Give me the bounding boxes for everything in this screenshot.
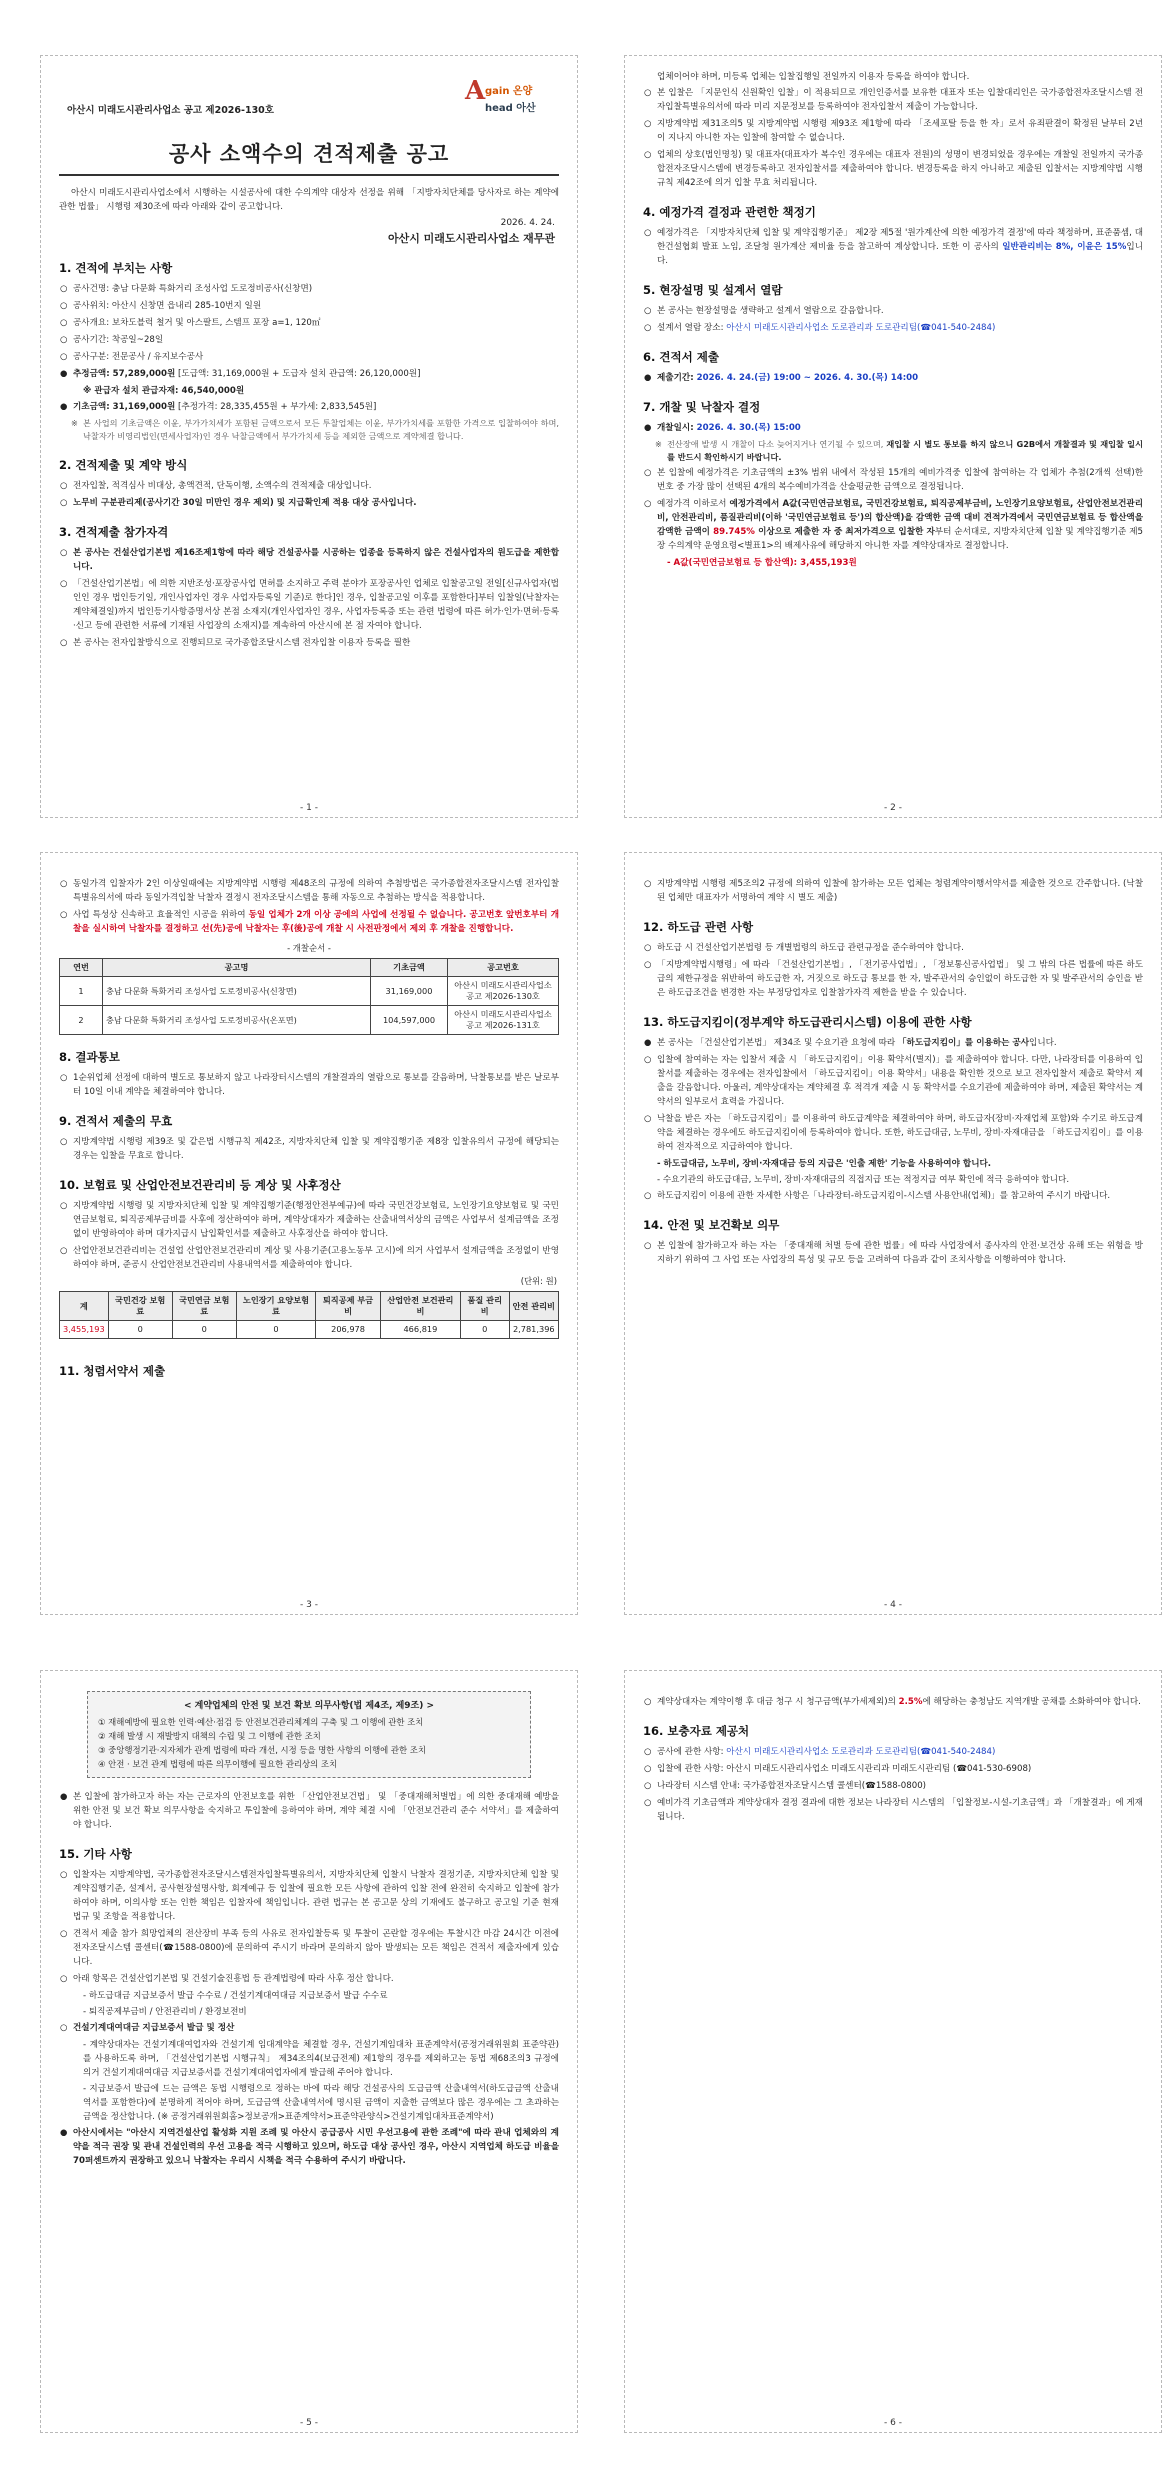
section-16-title: 16. 보충자료 제공처 (643, 1724, 750, 1738)
opening-note: ※ 전산장애 발생 시 개찰이 다소 늦어지거나 연기될 수 있으며, 재입찰 시 별도 통보를 하지 않으니 G2B에서 개찰결과 및 재입찰 일시를 반드시 확인하시기 바랍니다. (655, 438, 1143, 464)
list-item: ○ 「건설산업기본법」에 의한 지반조성·포장공사업 면허를 소지하고 주력 분야가 포장공사인 업체로 입찰공고일 전일[신규사업자(법인인 경우 법인등기일, 개인사업자인 경우 사업자등록일 기준)로 한다]인 경우, 입찰공고일 이후를 포함한다]부터 입찰일(낙찰자는 계약체결일)까지 법인등기사항증명서상 본점 소재지(개인사업자인 경우, 사업자등록증 또는 관련 법령에 따른 허가·인가·면허·등록·신고 등에 관련한 서류에 기재된 사업장의 소재지)를 계속하여 아산시에 본 점 자여야 합니다. (59, 577, 559, 633)
list-item: ○ 본 공사는 건설산업기본법 제16조제1항에 따라 해당 건설공사를 시공하는 업종을 등록하지 않은 건설사업자의 원도급을 제한합니다. (59, 546, 559, 574)
list-item: - 수요기관의 하도급대금, 노무비, 장비·자재대금의 직접지급 또는 적정지급 여부 확인에 적극 응하여야 합니다. (657, 1175, 1070, 1185)
list-item: ○ 노무비 구분관리제(공사기간 30일 미만인 경우 제외) 및 지급확인제 적용 대상 공사입니다. (59, 496, 559, 510)
list-item: ○ 공사개요: 보차도블럭 철거 및 아스팔트, 스템프 포장 a=1, 120㎡ (59, 316, 559, 330)
estimated-price: ● 추정금액: 57,289,000원 [도급액: 31,169,000원 + 도급자 설치 관급액: 26,120,000원] (59, 367, 559, 381)
duty-item: ④ 안전 · 보건 관계 법령에 따른 의무이행에 필요한 관리상의 조치 (98, 1759, 338, 1769)
section-15-title: 15. 기타 사항 (59, 1847, 132, 1861)
list-item: ○ 사업 특성상 신속하고 효율적인 시공을 위하여 동일 업체가 2개 이상 공에의 사업에 선정될 수 없습니다. 공고번호 앞번호부터 개찰을 실시하여 낙찰자를 결정하고 선(先)공에 낙찰자는 후(後)공에 개찰 시 사전판정에서 제외 후 개찰을 진행합니다. (59, 908, 559, 936)
list-item: ○ 1순위업체 선정에 대하여 별도로 통보하지 않고 나라장터시스템의 개찰결과의 열람으로 통보를 갈음하며, 낙찰통보를 받은 날로부터 10일 이내 계약을 체결하여야 합니다. (59, 1071, 559, 1099)
table-row: 2 충남 다문화 특화거리 조성사업 도로정비공사(온포면) 104,597,000 아산시 미래도시관리사업소 공고 제2026-131호 (60, 1006, 559, 1035)
document-page-2 (624, 55, 1162, 818)
page-number: - 2 - (884, 803, 902, 813)
list-item: ○ 설계서 열람 장소: 아산시 미래도시관리사업소 도로관리과 도로관리팀(☎041-540-2484) (643, 321, 1143, 335)
issuer: 아산시 미래도시관리사업소 재무관 (387, 232, 555, 245)
list-item: - 하도급대금, 노무비, 장비·자재대금 등의 지급은 '인출 제한' 기능을 사용하여야 합니다. (657, 1159, 992, 1169)
section-9-title: 9. 견적서 제출의 무효 (59, 1114, 173, 1128)
list-item: ○ 본 공사는 현장설명을 생략하고 설계서 열람으로 갈음합니다. (643, 304, 1143, 318)
list-item: ○ 입찰에 관한 사항: 아산시 미래도시관리사업소 미래도시관리과 미래도시관리팀 (☎041-530-6908) (643, 1762, 1143, 1776)
section-1-title: 1. 견적에 부치는 사항 (59, 261, 173, 275)
list-item: ○ 나라장터 시스템 안내: 국가종합전자조달시스템 콜센터(☎1588-0800) (643, 1779, 1143, 1793)
section-2-title: 2. 견적제출 및 계약 방식 (59, 458, 188, 472)
section-13-title: 13. 하도급지킴이(정부계약 하도급관리시스템) 이용에 관한 사항 (643, 1015, 972, 1029)
opening-order-table (59, 958, 559, 1035)
section-11-title: 11. 청렴서약서 제출 (59, 1364, 166, 1378)
document-title: 공사 소액수의 견적제출 공고 (59, 138, 559, 176)
list-item: - 퇴직공제부금비 / 안전관리비 / 환경보전비 (83, 2007, 247, 2017)
list-item: ○ 지방계약법 시행령 제39조 및 같은법 시행규칙 제42조, 지방자치단체 입찰 및 계약집행기준 제8장 입찰유의서 규정에 해당되는 경우는 입찰을 무효로 합니다. (59, 1135, 559, 1163)
page-number: - 5 - (300, 2418, 318, 2428)
submission-period: ● 제출기간: 2026. 4. 24.(금) 19:00 ~ 2026. 4. 30.(목) 14:00 (643, 371, 1143, 385)
section-6-title: 6. 견적서 제출 (643, 350, 719, 364)
list-item: ○ 공사구분: 전문공사 / 유지보수공사 (59, 350, 559, 364)
list-item: ○ 공사건명: 충남 다문화 특화거리 조성사업 도로정비공사(신창면) (59, 282, 559, 296)
list-item: ○ 지방계약법 시행령 및 지방자치단체 입찰 및 계약집행기준(행정안전부예규)에 따라 국민건강보험료, 노인장기요양보험료 및 국민연금보험료, 퇴직공제부금비를 사후에 정산하여야 하며, 계약상대자가 제출하는 산출내역서상의 금액은 사업부서 설계금액을 조정없이 반영하여야 하며 대가지급시 납입확인서를 제출하고 사후정산을 하여야 합니다. (59, 1199, 559, 1241)
list-item-continued: 업체이어야 하며, 미등록 업체는 입찰집행일 전일까지 이용자 등록을 하여야 합니다. (657, 72, 970, 82)
document-page-1 (40, 55, 578, 818)
document-page-6 (624, 1670, 1162, 2433)
list-item: ○ 입찰에 참여하는 자는 입찰서 제출 시 「하도급지킴이」이용 확약서(별지)」를 제출하여야 합니다. 다만, 나라장터를 이용하여 입찰서를 제출하는 경우에는 전자입찰에서 「하도급지킴이」이용 확약서」내용을 확인한 것으로 보고 전자입찰서 제출로 확약서 제출을 갈음합니다. 아울러, 계약상대자는 계약체결 후 적격개 제출 시 동 확약서를 수요기관에 제출하여야 하며, 제출된 확약서는 계약서의 일부로서 효력을 가집니다. (643, 1053, 1143, 1109)
list-item: ● 본 공사는 「건설산업기본법」 제34조 및 수요기관 요청에 따라 「하도급지킴이」를 이용하는 공사입니다. (643, 1036, 1143, 1050)
list-item: ○ 견적서 제출 참가 희망업체의 전산장비 부족 등의 사유로 전자입찰등록 및 투찰이 곤란할 경우에는 투찰시간 마감 24시간 이전에 전자조달시스템 콜센터(☎1588-0800)에 문의하여 주시기 바라며 문의하지 않아 발생되는 모든 책임은 견적서 제출자에게 있습니다. (59, 1927, 559, 1969)
list-item: ○ 「지방계약법시행령」에 따라 「건설산업기본법」, 「전기공사업법」, 「정보통신공사업법」 및 그 밖의 다른 법률에 따른 하도급의 제한규정을 위반하여 하도급한 자, 거짓으로 하도급 통보를 한 자, 발주관서의 승인없이 하도급한 자 및 발주관서의 승인을 받은 하도급조건을 변경한 자는 부정당업자로 입찰참가자격 제한을 받을 수 있습니다. (643, 958, 1143, 1000)
list-item: ○ 본 입찰에 참가하고자 하는 자는 「중대재해 처벌 등에 관한 법률」에 따라 사업장에서 종사자의 안전·보건상 유해 또는 위험을 방지하기 위하여 그 사업 또는 사업장의 특성 및 규모 등을 고려하여 다음과 같이 조치사항을 이행하여야 합니다. (643, 1239, 1143, 1267)
document-page-5 (40, 1670, 578, 2433)
duty-item: ③ 중앙행정기관·지자체가 관계 법령에 따라 개선, 시정 등을 명한 사항의 이행에 관한 조치 (98, 1745, 426, 1755)
duty-title: < 계약업체의 안전 및 보건 확보 의무사항(법 제4조, 제9조) > (183, 1701, 435, 1711)
section-5-title: 5. 현장설명 및 설계서 열람 (643, 283, 783, 297)
list-item: ○ 하도급 시 건설산업기본법령 등 개별법령의 하도급 관련규정을 준수하여야 합니다. (643, 941, 1143, 955)
document-page-4 (624, 852, 1162, 1615)
list-item: ○ 하도급지킴이 이용에 관한 자세한 사항은「나라장터-하도급지킴이-시스템 사용안내(업체)」를 참고하여 주시기 바랍니다. (643, 1189, 1143, 1203)
list-item: ○ 공사에 관한 사항: 아산시 미래도시관리사업소 도로관리과 도로관리팀(☎041-540-2484) (643, 1745, 1143, 1759)
list-item: ○ 공사위치: 아산시 신창면 읍내리 285-10번지 일원 (59, 299, 559, 313)
govt-material: ※ 관급자 설치 관급자재: 46,540,000원 (83, 386, 245, 396)
list-item: ○ 전자입찰, 적격심사 비대상, 총액견적, 단독이행, 소액수의 견적제출 대상입니다. (59, 479, 559, 493)
list-item: ○ 예비가격 기초금액과 계약상대자 결정 결과에 대한 정보는 나라장터 시스템의 「입찰정보-시설-기초금액」과 「개찰결과」에 게재됩니다. (643, 1796, 1143, 1824)
page-number: - 6 - (884, 2418, 902, 2428)
section-14-title: 14. 안전 및 보건확보 의무 (643, 1218, 780, 1232)
duty-item: ② 재해 발생 시 재발방지 대책의 수립 및 그 이행에 관한 조치 (98, 1731, 321, 1741)
page-number: - 1 - (300, 803, 318, 813)
list-item: ○ 입찰자는 지방계약법, 국가종합전자조달시스템전자입찰특별유의서, 지방자치단체 입찰시 낙찰자 결정기준, 지방자치단체 입찰 및 계약집행기준, 설계서, 공사현장설명사항, 회계예규 등 입찰에 필요한 모든 사항에 관하여 입찰 전에 완전히 숙지하고 입찰에 참가하여야 하며, 이의사항 또는 인한 책임은 입찰자에 책임입니다. 관련 법규는 본 공고문 상의 기재에도 불구하고 공고일 기준 현재 법규 및 조항을 적용합니다. (59, 1868, 559, 1924)
list-item: ○ 지방계약법 제31조의5 및 지방계약법 시행령 제93조 제1항에 따라 「조세포탈 등을 한 자」로서 유죄판결이 확정된 날부터 2년이 지나지 아니한 자는 입찰에 참여할 수 없습니다. (643, 117, 1143, 145)
list-item: ○ 공사기간: 착공일~28일 (59, 333, 559, 347)
asan-logo: A gain 온양 head 아산 (465, 76, 536, 114)
section-12-title: 12. 하도급 관련 사항 (643, 920, 754, 934)
page-number: - 4 - (884, 1600, 902, 1610)
table-caption: - 개찰순서 - (287, 943, 331, 953)
list-item: ● 아산시에서는 "아산시 지역건설산업 활성화 지원 조례 및 아산시 공급공사 시민 우선고용에 관한 조례"에 따라 관내 업체와의 계약을 적극 권장 및 관내 건설인력의 우선 고용을 적극 시행하고 있으며, 하도급 대상 공사인 경우, 아산시 지역업체 하도급 비율을 70퍼센트까지 권장하고 있으니 낙찰자는 우리시 시책을 적극 수용하여 주시기 바랍니다. (59, 2126, 559, 2168)
section-8-title: 8. 결과통보 (59, 1050, 120, 1064)
list-item: - 계약상대자는 건설기계대여업자와 건설기계 임대계약을 체결할 경우, 건설기계임대차 표준계약서(공정거래위원회 표준약관)를 사용하도록 하며, 「건설산업기본법 시행규칙」 제34조의4(보급전제) 제1항의 경우를 제외하고는 동법 제68조의3 규정에 의거 건설기계대여대금 지급보증서를 건설기계대여업자에게 발급해 주어야 합니다. (83, 2040, 559, 2078)
notice-date: 2026. 4. 24. (500, 218, 555, 228)
list-item: ○ 계약상대자는 계약이행 후 대금 청구 시 청구금액(부가세제외)의 2.5%에 해당하는 충청남도 지역개발 공채를 소화하여야 합니다. (643, 1695, 1143, 1709)
notice-number: 아산시 미래도시관리사업소 공고 제2026-130호 (67, 105, 274, 116)
section-3-title: 3. 견적제출 참가자격 (59, 525, 169, 539)
table-header: 연번 (60, 959, 103, 977)
page-number: - 3 - (300, 1600, 318, 1610)
list-item: ○ 예정가격 이하로서 예정가격에서 A값(국민연금보험료, 국민건강보험료, 퇴직공제부금비, 노인장기요양보험료, 산업안전보건관리비, 안전관리비, 품질관리비(이하 '국민연금보험료 등')의 합산액)을 감액한 금액 대비 견적가격에서 국민연금보험료 등 합산액을 감액한 금액이 89.745% 이상으로 제출한 자 중 최저가격으로 입찰한 자부터 순서대로, 지방자치단체 입찰 및 계약집행기준 제5장 수의계약 운영요령<별표1>의 배제사유에 해당하지 아니한 자를 계약상대자로 결정합니다. (643, 497, 1143, 553)
base-price: ● 기초금액: 31,169,000원 [추정가격: 28,335,455원 + 부가세: 2,833,545원] (59, 400, 559, 414)
list-item: ○ 낙찰을 받은 자는 「하도급지킴이」를 이용하여 하도급계약을 체결하여야 하며, 하도급자(장비·자재업체 포함)와 수기로 하도급계약을 체결하는 경우에도 하도급지킴이에 등록하여야 합니다. 또한, 하도급대금, 노무비, 장비·자재대금을 「하도급지킴이」를 이용하여 전자적으로 지급하여야 합니다. (643, 1112, 1143, 1154)
table-header: 기초금액 (371, 959, 448, 977)
section-7-title: 7. 개찰 및 낙찰자 결정 (643, 400, 761, 414)
table-header: 공고번호 (448, 959, 559, 977)
list-item: ○ 건설기계대여대금 지급보증서 발급 및 정산 (59, 2021, 559, 2035)
list-item: ○ 업체의 상호(법인명칭) 및 대표자(대표자가 복수인 경우에는 대표자 전원)의 성명이 변경되었을 경우에는 개찰일 전일까지 국가종합전자조달시스템에 변경등록하고 전자입찰서를 제출하여야 합니다. 변경등록을 하지 아니하고 제출된 입찰서는 지방계약법 시행규칙 제42조에 의거 입찰 무효 처리됩니다. (643, 148, 1143, 190)
a-value: - A값(국민연금보험료 등 합산액): 3,455,193원 (667, 558, 857, 568)
list-item: ○ 지방계약법 시행령 제5조의2 규정에 의하여 입찰에 참가하는 모든 업체는 청렴계약이행서약서를 제출한 것으로 간주합니다. (낙찰된 업체만 대표자가 서명하여 계약 시 별도 제출) (643, 877, 1143, 905)
unit-label: (단위: 원) (520, 1276, 557, 1286)
insurance-table: 계 국민건강 보험료 국민연금 보험료 노인장기 요양보험료 퇴직공제 부금비 산업안전 보건관리비 품질 관리비 안전 관리비 3,455,193 0 0 0 206,978 466,819 0 2,781,396 (59, 1291, 559, 1339)
table-row: 3,455,193 0 0 0 206,978 466,819 0 2,781,396 (60, 1321, 559, 1339)
intro-paragraph: 아산시 미래도시관리사업소에서 시행하는 시설공사에 대한 수의계약 대상자 선정을 위해 「지방자치단체를 당사자로 하는 계약에 관한 법률」 시행령 제30조에 따라 아래와 같이 공고합니다. (59, 188, 559, 212)
base-price-note: ※ 본 사업의 기초금액은 이윤, 부가가치세가 포함된 금액으로서 모든 투찰업체는 이윤, 부가가치세를 포함한 가격으로 입찰하여야 하며, 낙찰자가 비영리법인(면세사업자)인 경우 낙찰금액에서 부가가치세 등을 제외한 금액으로 계약체결 합니다. (71, 417, 559, 443)
duty-box (87, 1691, 531, 1778)
list-item: ○ 아래 항목은 건설산업기본법 및 건설기술진흥법 등 관계법령에 따라 사후 정산 합니다. (59, 1972, 559, 1986)
list-item: ○ 예정가격은 「지방자치단체 입찰 및 계약집행기준」 제2장 제5절 '원가계산에 의한 예정가격 결정'에 따라 책정하며, 표준품셈, 대한건설협회 발표 노임, 조달청 원가계산 제비율 등을 참고하여 계상합니다. 또한 이 공사의 일반관리비는 8%, 이윤은 15%입니다. (643, 226, 1143, 268)
list-item: ● 본 입찰에 참가하고자 하는 자는 근로자의 안전보호를 위한 「산업안전보건법」 및 「중대재해처벌법」에 의한 중대재해 예방을 위한 안전 및 보건 확보 의무사항을 숙지하고 투입찰에 응하여야 하며, 계약 체결 시에 「안전보건관리 준수 서약서」를 제출하여야 합니다. (59, 1790, 559, 1832)
table-header: 공고명 (103, 959, 371, 977)
document-page-3 (40, 852, 578, 1615)
section-10-title: 10. 보험료 및 산업안전보건관리비 등 계상 및 사후정산 (59, 1178, 341, 1192)
duty-item: ① 재해예방에 필요한 인력·예산·점검 등 안전보건관리체계의 구축 및 그 이행에 관한 조치 (98, 1717, 424, 1727)
list-item: ○ 산업안전보건관리비는 건설업 산업안전보건관리비 계상 및 사용기준(고용노동부 고시)에 의거 사업부서 설계금액을 조정없이 반영하여야 하며, 준공시 산업안전보건관리비 사용내역서를 제출하여야 합니다. (59, 1244, 559, 1272)
list-item: ○ 동일가격 입찰자가 2인 이상일때에는 지방계약법 시행령 제48조의 규정에 의하여 추첨방법은 국가종합전자조달시스템 전자입찰특별유의서에 따라 동일가격입찰 낙찰자 결정시 전자조달시스템을 통해 자동으로 추첨하는 방식을 적용합니다. (59, 877, 559, 905)
table-row: 1 충남 다문화 특화거리 조성사업 도로정비공사(신창면) 31,169,000 아산시 미래도시관리사업소 공고 제2026-130호 (60, 977, 559, 1006)
list-item: - 하도급대금 지급보증서 발급 수수료 / 건설기계대여대금 지급보증서 발급 수수료 (83, 1991, 388, 2001)
list-item: ○ 본 입찰에 예정가격은 기초금액의 ±3% 범위 내에서 작성된 15개의 예비가격중 입찰에 참여하는 각 업체가 추첨(2개씩 선택)한 번호 중 가장 많이 선택된 4개의 복수예비가격을 산술평균한 금액으로 결정됩니다. (643, 466, 1143, 494)
section-4-title: 4. 예정가격 결정과 관련한 책정기 (643, 205, 816, 219)
list-item: ○ 본 공사는 전자입찰방식으로 진행되므로 국가종합조달시스템 전자입찰 이용자 등록을 필한 (59, 636, 559, 650)
list-item: - 지급보증서 발급에 드는 금액은 동법 시행령으로 정하는 바에 따라 해당 건설공사의 도급금액 산출내역서(하도급금액 산출내역서를 포함한다)에 분명하게 적어야 하며, 도급금액 산출내역서에 명시된 금액이 지출한 금액보다 많은 경우에는 그 초과하는 금액을 정산합니다. (※ 공정거래위원회홈>정보공개>표준계약서>표준약관양식>건설기계임대차표준계약서) (83, 2084, 559, 2122)
opening-datetime: ● 개찰일시: 2026. 4. 30.(목) 15:00 (643, 421, 1143, 435)
list-item: ○ 본 입찰은 「지문인식 신원확인 입찰」이 적용되므로 개인인증서를 보유한 대표자 또는 입찰대리인은 국가종합전자조달시스템 전자입찰특별유의서에 따라 미리 지문정보를 등록하여야 전자입찰서 제출이 가능합니다. (643, 86, 1143, 114)
